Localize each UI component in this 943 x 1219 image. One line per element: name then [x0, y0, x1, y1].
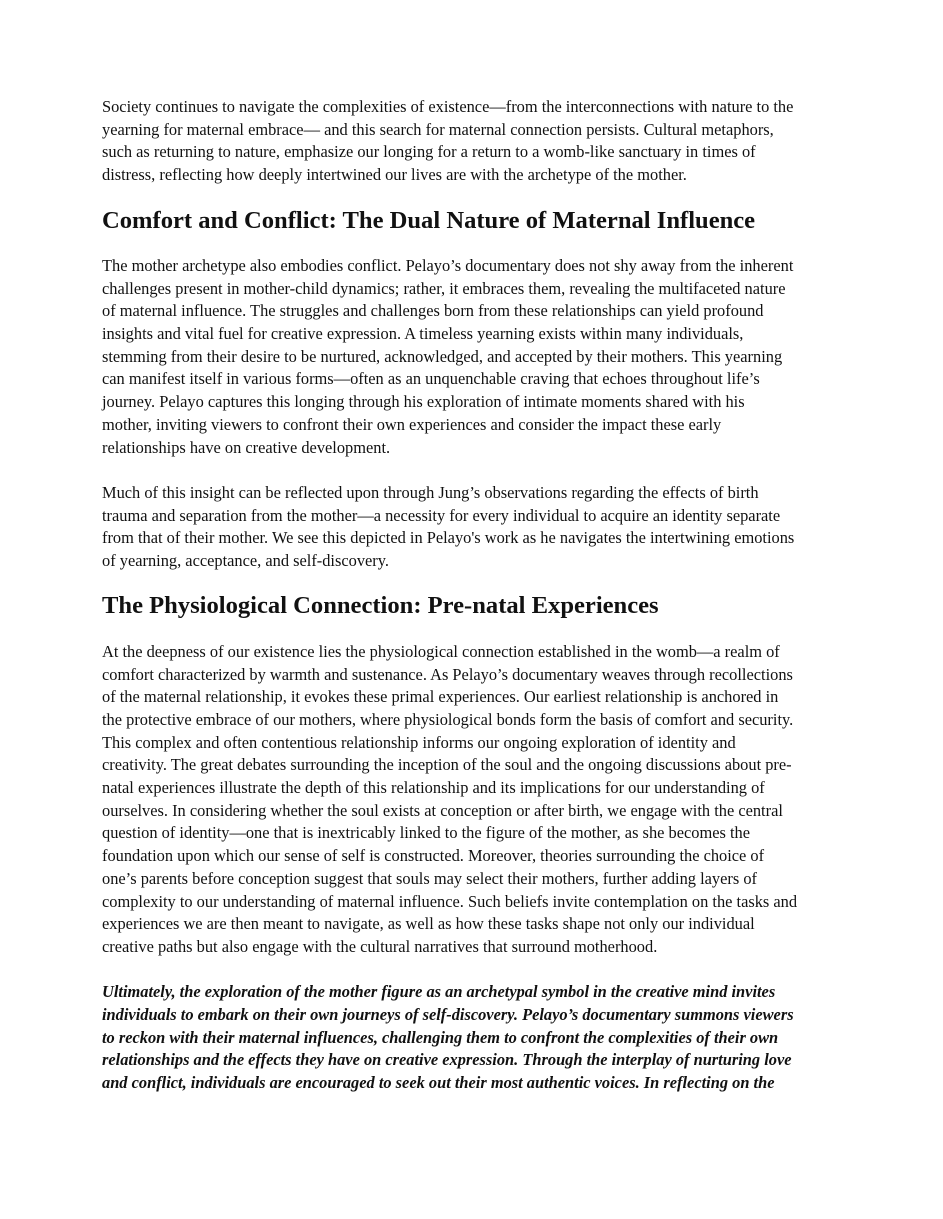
text-line: relationships have on creative development.	[102, 437, 391, 457]
paragraph-conflict	[102, 255, 842, 459]
heading-text: The Physiological Connection: Pre-natal Experiences	[102, 592, 659, 620]
paragraph-closing	[102, 981, 842, 1095]
text-line: foundation upon which our sense of self is constructed. Moreover, theories surrounding the choice of	[102, 846, 765, 866]
text-line: At the deepness of our existence lies the physiological connection established in the womb—a realm of	[102, 641, 780, 661]
section-heading-physiological	[102, 592, 842, 620]
paragraph-jung	[102, 482, 842, 573]
text-line: of the maternal relationship, it evokes these primal experiences. Our earliest relationship is anchored in	[102, 687, 779, 707]
text-line: natal experiences illustrate the depth of this relationship and its implications for our understanding of	[102, 778, 765, 798]
text-line: trauma and separation from the mother—a necessity for every individual to acquire an identity separate	[102, 505, 781, 525]
text-line: of maternal influence. The struggles and challenges born from these relationships can yield profound	[102, 301, 764, 321]
text-line: distress, reflecting how deeply intertwined our lives are with the archetype of the mother.	[102, 165, 687, 185]
text-line: yearning for maternal embrace— and this search for maternal connection persists. Cultural metaphors,	[102, 119, 774, 139]
heading-text: Comfort and Conflict: The Dual Nature of Maternal Influence	[102, 206, 756, 234]
document-page	[102, 96, 842, 1095]
text-line: Much of this insight can be reflected upon through Jung’s observations regarding the effects of birth	[102, 482, 759, 502]
text-line: Society continues to navigate the complexities of existence—from the interconnections with nature to the	[102, 97, 794, 116]
text-line: Ultimately, the exploration of the mother figure as an archetypal symbol in the creative mind invites	[102, 982, 776, 1002]
text-line: the protective embrace of our mothers, where physiological bonds form the basis of comfort and security.	[102, 709, 794, 729]
text-line: from that of their mother. We see this depicted in Pelayo's work as he navigates the intertwining emotions	[102, 528, 795, 548]
text-line: can manifest itself in various forms—often as an unquenchable craving that echoes throughout life’s	[102, 369, 760, 389]
text-line: one’s parents before conception suggest that souls may select their mothers, further adding layers of	[102, 868, 757, 888]
text-line: and conflict, individuals are encouraged to seek out their most authentic voices. In reflecting on the	[102, 1073, 775, 1093]
text-line: challenges present in mother-child dynamics; rather, it embraces them, revealing the multifaceted nature	[102, 278, 786, 298]
text-line: This complex and often contentious relationship informs our ongoing exploration of identity and	[102, 732, 736, 752]
text-line: individuals to embark on their own journeys of self-discovery. Pelayo’s documentary summons viewers	[102, 1005, 794, 1025]
text-line: ourselves. In considering whether the soul exists at conception or after birth, we engage with the central	[102, 800, 783, 820]
text-line: The mother archetype also embodies conflict. Pelayo’s documentary does not shy away from the inherent	[102, 255, 794, 275]
text-line: comfort characterized by warmth and sustenance. As Pelayo’s documentary weaves through recollections	[102, 664, 793, 684]
text-line: creativity. The great debates surrounding the inception of the soul and the ongoing discussions about pre-	[102, 755, 792, 775]
paragraph-physiological	[102, 641, 842, 959]
text-line: creative paths but also engage with the cultural narratives that surround motherhood.	[102, 936, 658, 956]
text-line: such as returning to nature, emphasize our longing for a return to a womb-like sanctuary in times of	[102, 142, 756, 162]
paragraph-intro	[102, 96, 842, 187]
text-line: question of identity—one that is inextricably linked to the figure of the mother, as she becomes the	[102, 823, 750, 843]
text-line: journey. Pelayo captures this longing through his exploration of intimate moments shared with his	[102, 392, 745, 412]
text-line: experiences we are then meant to navigate, as well as how these tasks shape not only our individual	[102, 914, 755, 934]
text-line: insights and vital fuel for creative expression. A timeless yearning exists within many individuals,	[102, 324, 744, 343]
text-line: to reckon with their maternal influences, challenging them to confront the complexities of their own	[102, 1027, 779, 1047]
text-line: relationships and the effects they have on creative expression. Through the interplay of nurturing love	[102, 1050, 792, 1070]
text-line: stemming from their desire to be nurtured, acknowledged, and accepted by their mothers. This yearning	[102, 346, 783, 366]
section-heading-comfort-conflict	[102, 206, 842, 234]
text-line: mother, inviting viewers to confront their own experiences and consider the impact these early	[102, 414, 722, 434]
text-line: complexity to our understanding of maternal influence. Such beliefs invite contemplation on the tasks and	[102, 891, 798, 911]
text-line: of yearning, acceptance, and self-discovery.	[102, 551, 389, 571]
